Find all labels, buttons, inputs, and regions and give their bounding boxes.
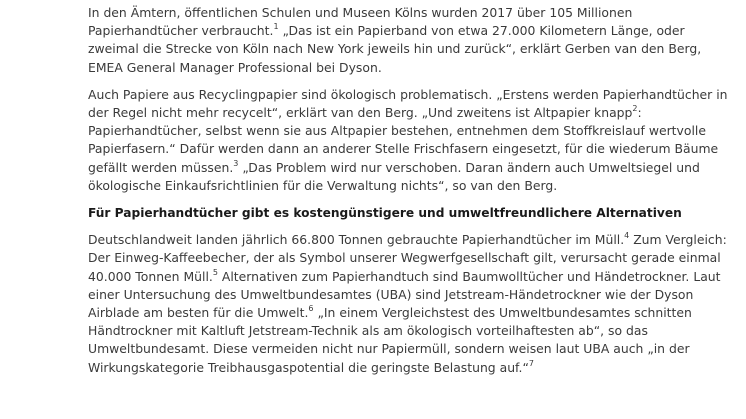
footnote-marker: 4	[624, 231, 630, 241]
paragraph-text: In den Ämtern, öffentlichen Schulen und Museen Kölns wurden 2017 über 105 Millionen Papierhandtücher verbraucht.	[88, 5, 633, 39]
section-heading: Für Papierhandtücher gibt es kostengünstigere und umweltfreundlichere Alternativen	[88, 206, 682, 221]
paragraph-text: Deutschlandweit landen jährlich 66.800 Tonnen gebrauchte Papierhandtücher im Müll.	[88, 232, 625, 248]
paragraph-alternatives	[88, 231, 734, 377]
footnote-marker: 7	[528, 358, 534, 368]
paragraph-text: „In einem Vergleichstest des Umweltbundesamtes schnitten Händtrockner mit Kaltluft Jetstream-Technik als am ökologisch vorteilhaftesten ab“, so das Umweltbundesamt. Diese vermeiden nicht nur Papiermüll, sondern weisen laut UBA auch „in der Wirkungskategorie Treibhausgaspotential die geringste Belastung auf.“	[88, 305, 692, 375]
document-body	[88, 4, 734, 386]
paragraph-cologne-paper-usage	[88, 4, 734, 77]
paragraph-text: Alternativen zum Papierhandtuch sind Baumwolltücher und Händetrockner. Laut einer Untersuchung des Umweltbundesamtes (UBA) sind Jetstream-Händetrockner wie der Dyson Airblade am besten für die Umwelt.	[88, 268, 721, 321]
paragraph-text: Auch Papiere aus Recyclingpapier sind ökologisch problematisch. „Erstens werden Papierhandtücher in der Regel nicht mehr recycelt“, erklärt van den Berg. „Und zweitens ist Altpapier knapp	[88, 86, 728, 121]
footnote-marker: 6	[308, 303, 314, 313]
footnote-marker: 5	[212, 267, 218, 277]
paragraph-text: : Papierhandtücher, selbst wenn sie aus Altpapier bestehen, entnehmen dem Stoffkreislauf wertvolle Papierfasern.“ Dafür werden dann an anderer Stelle Frischfasern eingesetzt, für die wiederum Bäume gefällt werden müssen.	[88, 105, 719, 175]
footnote-marker: 3	[233, 158, 239, 168]
paragraph-text: Zum Vergleich: Der Einweg-Kaffeebecher, der als Symbol unserer Wegwerfgesellschaft gilt, verursacht gerade einmal 40.000 Tonnen Müll.	[88, 232, 727, 284]
footnote-marker: 2	[632, 103, 638, 113]
paragraph-text: „Das Problem wird nur verschoben. Daran ändern auch Umweltsiegel und ökologische Einkaufsrichtlinien für die Verwaltung nichts“, so van den Berg.	[88, 159, 700, 193]
footnote-marker: 1	[273, 22, 279, 32]
paragraph-recycling-paper	[88, 86, 734, 195]
paragraph-text: „Das ist ein Papierband von etwa 27.000 Kilometern Länge, oder zweimal die Strecke von Köln nach New York jeweils hin und zurück“, erklärt Gerben van den Berg, EMEA General Manager Professional bei Dyson.	[88, 23, 702, 75]
